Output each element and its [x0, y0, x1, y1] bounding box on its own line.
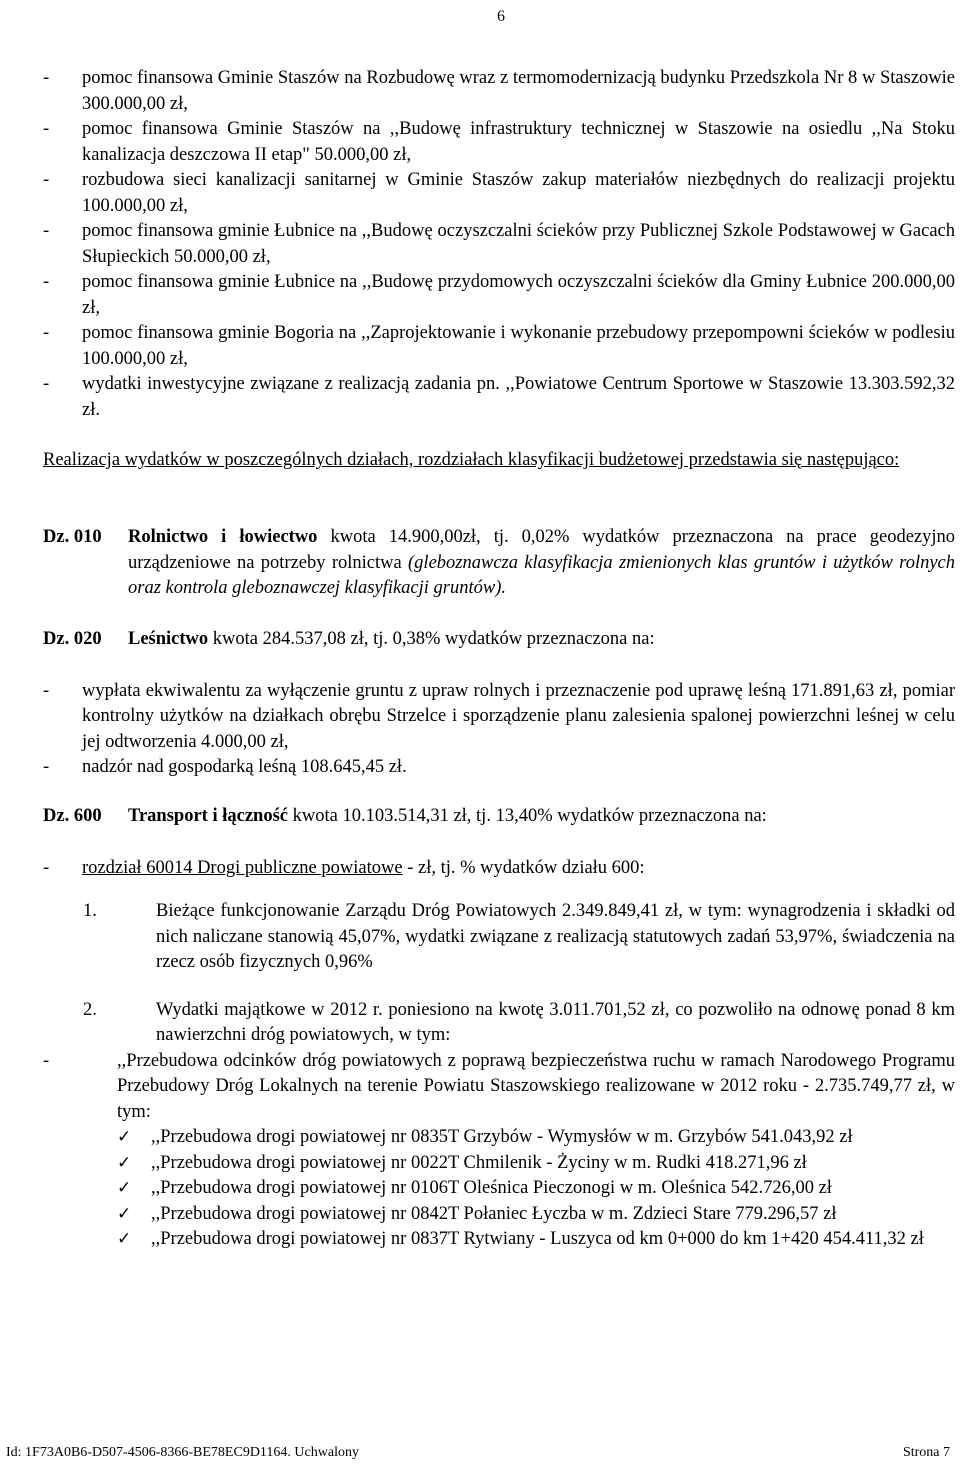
list-item: [43, 1202, 955, 1228]
check-icon: ✓: [117, 1229, 132, 1249]
section-dz-010: [43, 525, 955, 602]
check-icon: ✓: [117, 1178, 132, 1198]
list-item: [43, 1176, 955, 1202]
check-icon: ✓: [117, 1127, 132, 1147]
numbered-marker: 1.: [83, 901, 97, 921]
section-dz-020-heading: [43, 627, 955, 653]
list-item: [43, 1151, 955, 1177]
footer-document-id: Id: 1F73A0B6-D507-4506-8366-BE78EC9D1164. Uchwalony: [6, 1445, 359, 1460]
rozdzial-line: [43, 856, 955, 882]
section-name: Rolnictwo i łowiectwo: [128, 527, 318, 547]
investment-list-block: [43, 66, 955, 423]
rozdzial-name: rozdział 60014 Drogi publiczne powiatowe: [82, 857, 403, 878]
check-icon: ✓: [117, 1203, 132, 1224]
numbered-text: Wydatki majątkowe w 2012 r. poniesiono na kwotę 3.011.701,52 zł, co pozwoliło na odnowę ponad 8 km nawierzchni dróg powiatowych, w tym:: [156, 999, 955, 1045]
list-item: - wypłata ekwiwalentu za wyłączenie gruntu z upraw rolnych i przeznaczenie pod uprawę leśną 171.891,63 zł, pomiar kontrolny użytków na działkach obrębu Strzelce i sporządzenie planu zalesienia spalonej powierzchni leśnej w celu jej odtworzenia 4.000,00 zł,: [43, 679, 955, 756]
check-icon: ✓: [117, 1152, 132, 1173]
investment-list: [43, 66, 955, 423]
intro-paragraph: Realizacja wydatków w poszczególnych działach, rozdziałach klasyfikacji budżetowej przedstawia się następująco:: [43, 450, 900, 470]
list-item: - nadzór nad gospodarką leśną 108.645,45 zł.: [43, 755, 955, 781]
section-dz-600: [43, 804, 955, 1253]
section-dz-600-heading: [43, 804, 955, 830]
page-number: 6: [497, 8, 505, 25]
section-code: Dz. 020: [43, 629, 102, 649]
section-dz-010-paragraph: [43, 525, 955, 602]
list-item: - pomoc finansowa gminie Łubnice na ,,Budowę przydomowych oczyszczalni ścieków dla Gminy Łubnice 200.000,00 zł,: [43, 270, 955, 321]
numbered-item-1: [43, 899, 955, 976]
list-item: [43, 1227, 955, 1253]
numbered-marker: 2.: [83, 999, 97, 1020]
check-item-text: ,,Przebudowa drogi powiatowej nr 0842T Połaniec Łyczba w m. Zdzieci Stare 779.296,57 zł: [151, 1203, 837, 1224]
section-name: Transport i łączność: [128, 806, 288, 826]
page-footer: [6, 1440, 950, 1466]
section-code: Dz. 010: [43, 527, 102, 547]
check-item-text: ,,Przebudowa drogi powiatowej nr 0022T Chmilenik - Życiny w m. Rudki 418.271,96 zł: [151, 1152, 807, 1173]
list-item: - pomoc finansowa gminie Łubnice na ,,Budowę oczyszczalni ścieków przy Publicznej Szkole Podstawowej w Gacach Słupieckich 50.000,00 zł,: [43, 219, 955, 270]
check-item-text: ,,Przebudowa drogi powiatowej nr 0835T Grzybów - Wymysłów w m. Grzybów 541.043,92 zł: [151, 1127, 853, 1147]
section-name: Leśnictwo: [128, 629, 209, 649]
rozdzial-rest: - zł, tj. % wydatków działu 600:: [407, 857, 645, 878]
section-amount: kwota 10.103.514,31 zł, tj. 13,40% wydatków przeznaczona na:: [292, 806, 767, 826]
check-item-text: ,,Przebudowa drogi powiatowej nr 0106T Oleśnica Pieczonogi w m. Oleśnica 542.726,00 zł: [151, 1178, 832, 1198]
numbered-item-2: [43, 998, 955, 1049]
section-dz-020-list: [43, 679, 955, 781]
footer-page-label: Strona 7: [902, 1445, 950, 1460]
sub-item-text: ,,Przebudowa odcinków dróg powiatowych z poprawą bezpieczeństwa ruchu w ramach Narodowego Programu Przebudowy Dróg Lokalnych na terenie Powiatu Staszowskiego realizowane w 2012 roku - 2.735.749,77 zł, w tym:: [117, 1050, 955, 1122]
road-check-list: [43, 1125, 955, 1253]
section-italic-note: (gleboznawcza klasyfikacja zmienionych klas gruntów i użytków rolnych oraz kontrola gleboznawczej klasyfikacji gruntów).: [128, 552, 956, 598]
list-item: - pomoc finansowa gminie Bogoria na ,,Zaprojektowanie i wykonanie przebudowy przepompowni ścieków w podlesiu 100.000,00 zł,: [43, 321, 955, 372]
check-item-text: ,,Przebudowa drogi powiatowej nr 0837T Rytwiany - Luszyca od km 0+000 do km 1+420 454.411,32 zł: [151, 1229, 924, 1249]
numbered-text: Bieżące funkcjonowanie Zarządu Dróg Powiatowych 2.349.849,41 zł, w tym: wynagrodzenia i składki od nich naliczane stanowią 45,07%, wydatki związane z realizacją statutowych zadań 53,97%, świadczenia na rzecz osób fizycznych 0,96%: [156, 901, 955, 972]
list-item: - pomoc finansowa Gminie Staszów na ,,Budowę infrastruktury technicznej w Staszowie na osiedlu ,,Na Stoku kanalizacja deszczowa II etap" 50.000,00 zł,: [43, 117, 955, 168]
section-amount: kwota 14.900,00zł, tj. 0,02% wydatków przeznaczona na prace geodezyjno urządzeniowe na potrzeby rolnictwa: [128, 527, 956, 573]
section-dz-020: [43, 627, 955, 781]
list-item: - wydatki inwestycyjne związane z realizacją zadania pn. ,,Powiatowe Centrum Sportowe w Staszowie 13.303.592,32 zł.: [43, 372, 955, 423]
list-item: - rozbudowa sieci kanalizacji sanitarnej w Gminie Staszów zakup materiałów niezbędnych do realizacji projektu 100.000,00 zł,: [43, 168, 955, 219]
sub-item-przebudowa: [43, 1049, 955, 1126]
intro-paragraph-block: [43, 448, 955, 474]
section-amount: kwota 284.537,08 zł, tj. 0,38% wydatków przeznaczona na:: [212, 629, 655, 649]
list-item: - pomoc finansowa Gminie Staszów na Rozbudowę wraz z termomodernizacją budynku Przedszkola Nr 8 w Staszowie 300.000,00 zł,: [43, 66, 955, 117]
section-code: Dz. 600: [43, 806, 102, 826]
list-item: [43, 1125, 955, 1151]
